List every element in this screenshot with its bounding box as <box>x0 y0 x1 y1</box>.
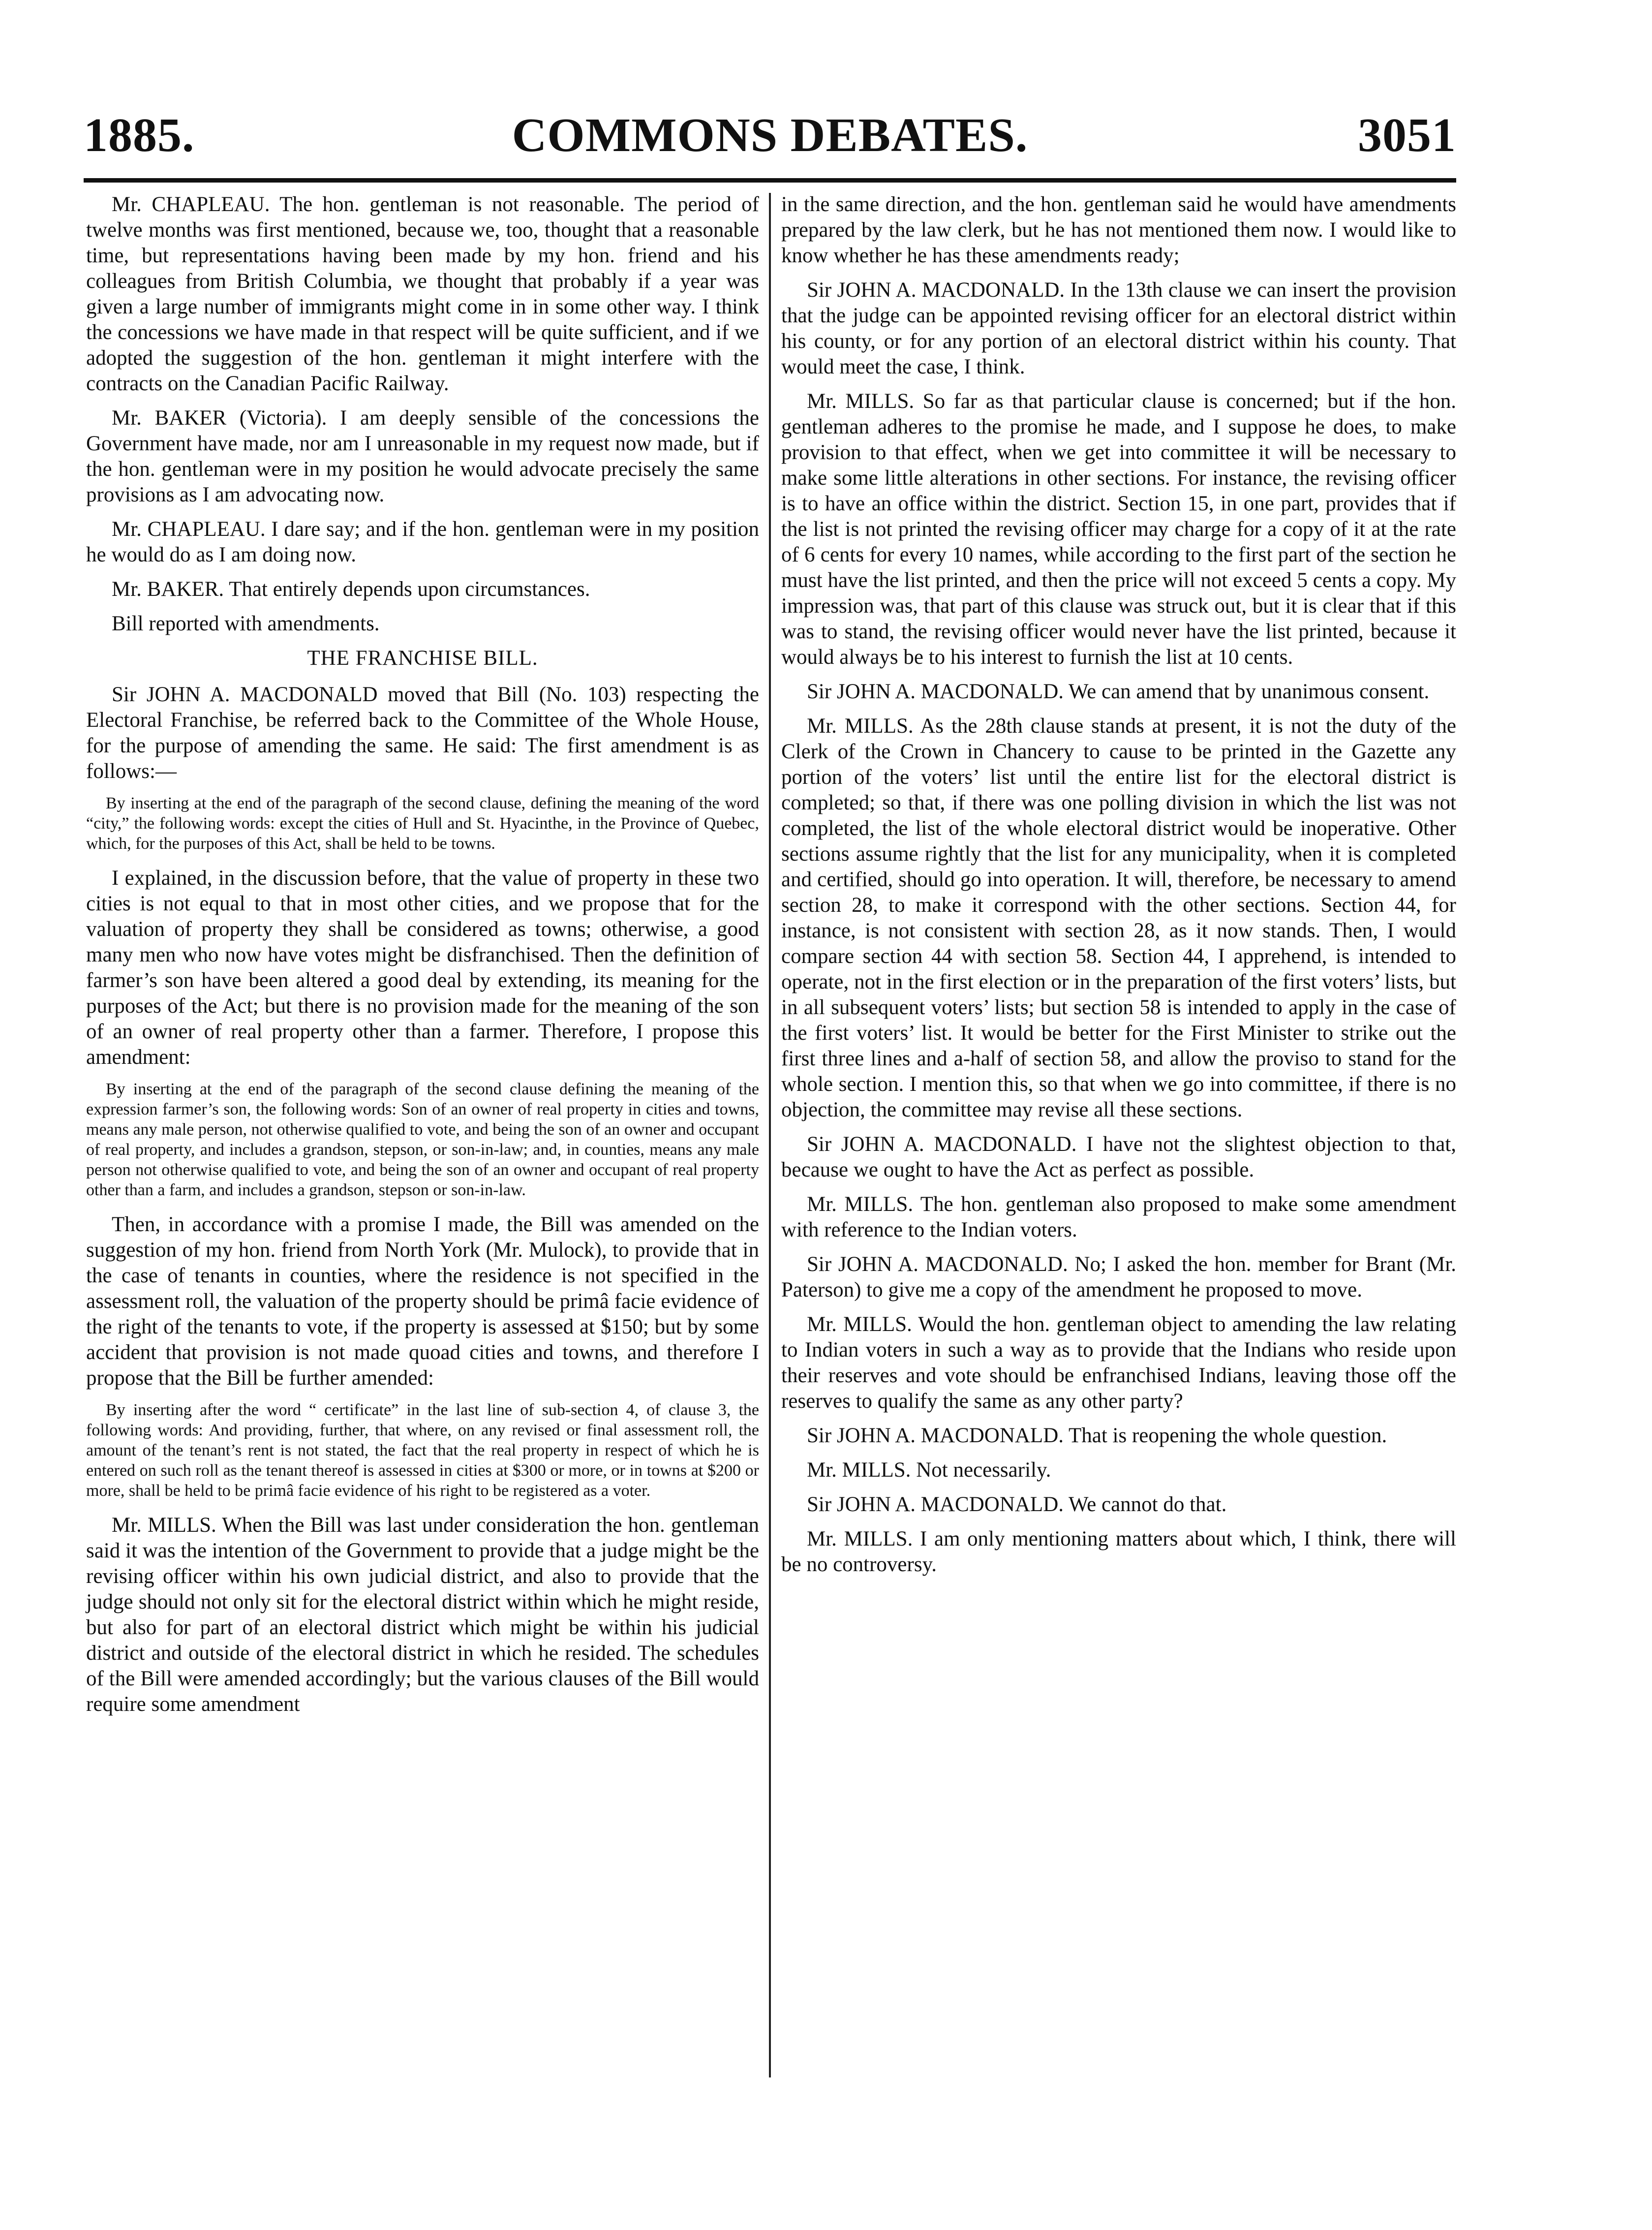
speaker-name: Mr. MILLS. <box>807 714 914 738</box>
speech-paragraph <box>781 192 1456 269</box>
speech-text: When the Bill was last under consideration the hon. gentleman said it was the intention of the Government to provide that a judge might be the revising officer within his own judicial district, and also to provide that the judge should not only sit for the electoral district within which he might reside, but also for part of an electoral district which might be within his judicial district and outside of the electoral district in which he resided. The schedules of the Bill were amended accordingly; but the various clauses of the Bill would require some amendment <box>86 1514 760 1716</box>
speech-paragraph <box>86 866 759 1070</box>
speech-text: Would the hon. gentleman object to amending the law relating to Indian voters in such a way as to provide that the Indians who reside upon their reserves and vote should be enfranchised Indians, leaving those off the reserves to qualify the same as any other party? <box>781 1313 1456 1413</box>
speech-paragraph <box>781 1132 1456 1183</box>
amendment-quote: By inserting after the word “ certificate” in the last line of sub-section 4, of clause 3, the following words: And providing, further, that where, on any revised or final assessment roll, the amount of the tenant’s rent is not stated, the fact that the real property in respect of which he is entered on such roll as the tenant thereof is assessed in cities at $300 or more, or in towns at $200 or more, shall be held to be primâ facie evidence of his right to be registered as a voter. <box>86 1401 759 1500</box>
speech-paragraph <box>781 389 1456 670</box>
header-year: 1885. <box>84 109 195 162</box>
speech-paragraph <box>781 713 1456 1123</box>
speech-text: I am deeply sensible of the concessions the Government have made, nor am I unreasonable in my request now made, but if the hon. gentleman were in my position he would advocate precisely the same provisions as I am advocating now. <box>86 406 760 506</box>
speaker-name: Mr. BAKER. <box>112 578 224 601</box>
speech-paragraph <box>781 1526 1456 1578</box>
speech-paragraph <box>86 192 759 397</box>
speaker-name: Sir JOHN A. MACDONALD. <box>807 1253 1068 1276</box>
right-column <box>781 192 1456 1586</box>
speech-paragraph <box>781 1457 1456 1483</box>
speaker-name: Mr. MILLS. <box>807 1193 914 1216</box>
speech-paragraph <box>86 405 759 508</box>
speech-text: moved that Bill (No. 103) respecting the Electoral Franchise, be referred back to the Committee of the Whole House, for the purpose of amending the same. He said: The first amendment is as follows:— <box>86 683 759 783</box>
speech-paragraph <box>86 682 759 784</box>
speech-text: We can amend that by unanimous consent. <box>1069 680 1430 703</box>
speaker-name: Mr. CHAPLEAU. <box>112 518 266 541</box>
speech-paragraph <box>781 1423 1456 1449</box>
speaker-name: Sir JOHN A. MACDONALD. <box>807 1133 1077 1156</box>
speech-paragraph <box>781 1252 1456 1303</box>
speaker-name: Mr. MILLS. <box>807 1527 913 1550</box>
speaker-name: Mr. MILLS. <box>807 1313 912 1336</box>
speaker-name: Mr. MILLS. <box>807 1458 911 1482</box>
speech-paragraph <box>781 278 1456 380</box>
speech-paragraph <box>781 1492 1456 1518</box>
speech-text: Bill reported with amendments. <box>112 612 380 635</box>
speaker-name: Sir JOHN A. MACDONALD. <box>807 1493 1064 1516</box>
speech-paragraph <box>781 679 1456 705</box>
speaker-name: Mr. MILLS. <box>807 390 915 413</box>
speech-paragraph <box>86 611 759 637</box>
speaker-name: Sir JOHN A. MACDONALD <box>112 683 378 706</box>
speech-text: I explained, in the discussion before, that the value of property in these two cities is not equal to that in most other cities, and we propose that for the valuation of property they shall be considered as towns; otherwise, a good many men who now have votes might be disfranchised. Then the definition of farmer’s son have been altered a good deal by extending, its meaning for the purposes of the Act; but there is no provision made for the meaning of the son of an owner of real property other than a farmer. Therefore, I propose this amendment: <box>86 867 759 1069</box>
amendment-quote: By inserting at the end of the paragraph of the second clause defining the meaning of the expression farmer’s son, the following words: Son of an owner of real property in cities and towns, means any male person, not otherwise qualified to vote, and being the son of an owner and occupant of real property, and includes a grandson, stepson, or son-in-law; and, in counties, means any male person not otherwise qualified to vote, and being the son of an owner and occupant of real property other than a farm, and includes a grandson, stepson or son-in-law. <box>86 1080 759 1199</box>
speech-text: So far as that particular clause is concerned; but if the hon. gentleman adheres to the promise he made, and I suppose he does, to make provision to that effect, when we get into committee it will be necessary to make some little alterations in other sections. For instance, the revising officer is to have an office within the district. Section 15, in one part, provides that if the list is not printed the revising officer may charge for a copy of it at the rate of 6 cents for every 10 names, while according to the first part of the section he must have the list printed, and then the price will not exceed 5 cents a copy. My impression was, that part of this clause was struck out, but it is clear that if this was to stand, the revising officer would never have the list printed, because it would always be to his interest to furnish the list at 10 cents. <box>781 390 1457 669</box>
speech-text: That entirely depends upon circumstances. <box>229 578 590 601</box>
speech-text: The hon. gentleman also proposed to make some amendment with reference to the Indian voters. <box>781 1193 1457 1241</box>
speech-text: in the same direction, and the hon. gentleman said he would have amendments prepared by the law clerk, but he has not mentioned them now. I would like to know whether he has these amendments ready; <box>781 193 1456 267</box>
speech-text: The hon. gentleman is not reasonable. The period of twelve months was first mentioned, because we, too, thought that a reasonable time, but representations having been made by my hon. friend and his colleagues from British Columbia, we thought that probably if a year was given a large number of immigrants might come in in some other way. I think the concessions we have made in that respect will be quite sufficient, and if we adopted the suggestion of the hon. gentleman it might interfere with the contracts on the Canadian Pacific Railway. <box>86 193 759 395</box>
speech-paragraph <box>781 1192 1456 1243</box>
speech-text: I dare say; and if the hon. gentleman were in my position he would do as I am doing now. <box>86 518 759 566</box>
speech-text: I have not the slightest objection to that, because we ought to have the Act as perfect as possible. <box>781 1133 1457 1181</box>
speech-text: We cannot do that. <box>1069 1493 1227 1516</box>
header-title: COMMONS DEBATES. <box>512 109 1028 162</box>
speech-text: Then, in accordance with a promise I made, the Bill was amended on the suggestion of my hon. friend from North York (Mr. Mulock), to provide that in the case of tenants in counties, where the residence is not specified in the assessment roll, the valuation of the property should be primâ facie evidence of the right of the tenants to vote, if the property is assessed at $150; but by some accident that provision is not made quoad cities and towns, and therefore I propose that the Bill be further amended: <box>86 1213 759 1390</box>
page-header <box>84 98 1456 172</box>
speech-paragraph <box>86 577 759 602</box>
section-heading: THE FRANCHISE BILL. <box>307 647 538 670</box>
speech-paragraph <box>86 1212 759 1391</box>
column-divider <box>769 193 771 2077</box>
amendment-quote: By inserting at the end of the paragraph of the second clause, defining the meaning of the word “city,” the following words: except the cities of Hull and St. Hyacinthe, in the Province of Quebec, which, for the purposes of this Act, shall be held to be towns. <box>86 794 759 853</box>
speaker-name: Mr. MILLS. <box>112 1514 216 1537</box>
header-page-number: 3051 <box>1358 109 1456 162</box>
speaker-name: Sir JOHN A. MACDONALD. <box>807 680 1064 703</box>
speech-paragraph <box>86 1513 759 1717</box>
speech-text: In the 13th clause we can insert the provision that the judge can be appointed revising officer for an electoral district within his county, or for any portion of an electoral district within his county. That would meet the case, I think. <box>781 279 1457 378</box>
speech-text: I am only mentioning matters about which, I think, there will be no controversy. <box>781 1527 1457 1576</box>
speech-text: No; I asked the hon. member for Brant (Mr. Paterson) to give me a copy of the amendment he proposed to move. <box>781 1253 1457 1301</box>
speech-paragraph <box>781 1312 1456 1414</box>
speech-paragraph <box>86 517 759 568</box>
speech-text: That is reopening the whole question. <box>1069 1424 1387 1447</box>
speech-text: As the 28th clause stands at present, it is not the duty of the Clerk of the Crown in Chancery to cause to be printed in the Gazette any portion of the voters’ list until the entire list for the electoral district is completed; so that, if there was one polling division in which the list was not completed, the list of the whole electoral district would be inoperative. Other sections assume rightly that the list for any municipality, when it is completed and certified, should go into operation. It will, therefore, be necessary to amend section 28, to make it correspond with the other sections. Section 44, for instance, is not consistent with section 28, as it now stands. Then, I would compare section 44 with section 58. Section 44, I apprehend, is intended to operate, not in the first election or in the preparation of the first voters’ lists, but in all subsequent voters’ lists; but section 58 is intended to apply in the case of the first voters’ list. It would be better for the First Minister to strike out the first three lines and a-half of section 58, and allow the proviso to stand for the whole section. I mention this, so that when we go into committee, if there is no objection, the committee may revise all these sections. <box>781 714 1456 1121</box>
header-rule <box>84 178 1456 183</box>
speech-text: Not necessarily. <box>916 1458 1051 1482</box>
speaker-name: Mr. CHAPLEAU. <box>112 193 270 216</box>
speaker-name: Mr. BAKER (Victoria). <box>112 406 327 430</box>
speaker-name: Sir JOHN A. MACDONALD. <box>807 279 1065 302</box>
left-column <box>86 192 759 1726</box>
speaker-name: Sir JOHN A. MACDONALD. <box>807 1424 1064 1447</box>
